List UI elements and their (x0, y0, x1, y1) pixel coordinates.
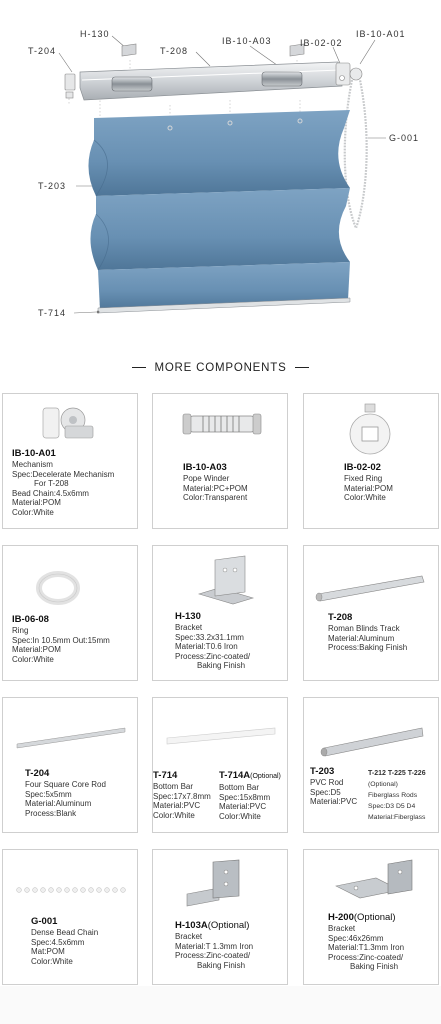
roman-blind-exploded-diagram (0, 0, 441, 345)
label-g-001: G-001 (389, 133, 420, 143)
card-text-t-714 (153, 770, 211, 820)
card-text (25, 768, 106, 818)
spec-line: Spec:Decelerate Mechanism (12, 469, 115, 479)
card-text-t-714a (219, 770, 281, 821)
spec-line: Material:POM (12, 645, 61, 654)
spec-line: Process:Blank (25, 808, 77, 818)
component-code: T-208 (328, 612, 353, 623)
component-card-h-103a (152, 849, 288, 985)
optional-code: T-212 T-225 T-226 (368, 770, 426, 777)
label-ib-10-a01: IB-10-A01 (356, 29, 406, 39)
component-card-t-204 (2, 697, 138, 833)
more-components-heading (0, 362, 441, 374)
spec-line: Material:PVC (219, 802, 267, 811)
spec-line: Color:White (219, 811, 261, 821)
spec-line: Mechanism (12, 460, 53, 469)
component-code: H-130 (175, 611, 201, 622)
label-t-203: T-203 (38, 181, 67, 191)
spec-line: Spec:D5 (310, 787, 341, 797)
card-text (183, 462, 248, 503)
spec-line: Material:PVC (153, 801, 201, 810)
spec-line: Spec:5x5mm (25, 789, 72, 799)
spec-line: Baking Finish (197, 960, 246, 970)
label-t-204: T-204 (28, 46, 57, 56)
component-code: IB-02-02 (344, 462, 381, 473)
component-card-t-203 (303, 697, 439, 833)
label-ib-02-02: IB-02-02 (300, 38, 343, 48)
component-card-g-001 (2, 849, 138, 985)
left-dash (132, 367, 146, 368)
component-card-t-714 (152, 697, 288, 833)
card-text (12, 614, 110, 664)
optional-note: (Optional) (368, 781, 398, 788)
spec-line: Material:Aluminum (25, 799, 92, 808)
spec-line: Process:Zinc-coated/ (328, 952, 404, 962)
spec-line: Four Square Core Rod (25, 780, 106, 789)
spec-line: Color:White (31, 956, 73, 966)
bottom-strip (0, 986, 441, 1024)
spec-line: Dense Bead Chain (31, 928, 99, 937)
spec-line: Bracket (175, 932, 203, 941)
component-card-t-208 (303, 545, 439, 681)
spec-line: Bracket (328, 924, 356, 933)
card-text (328, 912, 404, 972)
optional-note: (Optional) (353, 912, 396, 923)
component-code: G-001 (31, 916, 58, 927)
card-text (175, 611, 250, 671)
optional-note: (Optional) (250, 773, 281, 780)
spec-line: Bottom Bar (153, 782, 194, 791)
spec-line: Spec:33.2x31.1mm (175, 632, 244, 642)
spec-line: Spec:46x26mm (328, 933, 384, 943)
spec-line: Material:Aluminum (328, 633, 395, 643)
section-title-text: MORE COMPONENTS (154, 362, 287, 374)
component-code-optional (219, 770, 281, 783)
spec-line: Roman Blinds Track (328, 624, 400, 633)
spec-line: Material:PC+POM (183, 483, 248, 493)
card-text (31, 916, 98, 966)
spec-line: Color:White (12, 507, 54, 517)
component-card-ib-02-02 (303, 393, 439, 529)
spec-line: Material:POM (12, 498, 61, 507)
component-code: T-714 (153, 770, 178, 781)
component-card-h-200 (303, 849, 439, 985)
spec-line: Spec:15x8mm (219, 792, 271, 802)
component-code: T-204 (25, 768, 50, 779)
label-t-208: T-208 (160, 46, 189, 56)
spec-line: Material:T 1.3mm Iron (175, 941, 254, 951)
spec-line: Material:Fiberglass (368, 814, 426, 821)
card-text (12, 448, 114, 517)
spec-line: Bottom Bar (219, 783, 260, 792)
component-card-ib-06-08 (2, 545, 138, 681)
spec-line: Bracket (175, 623, 203, 632)
component-code: H-200 (328, 912, 354, 923)
spec-line: Material:T0.6 Iron (175, 642, 238, 651)
optional-code: T-714A (219, 770, 251, 781)
spec-line: Color:Transparent (183, 493, 248, 502)
component-card-ib-10-a01 (2, 393, 138, 529)
spec-line: Spec:4.5x6mm (31, 937, 85, 947)
label-ib-10-a03: IB-10-A03 (222, 36, 272, 46)
optional-note: (Optional) (207, 920, 250, 931)
component-code: IB-10-A01 (12, 448, 56, 459)
spec-line: Process:Zinc-coated/ (175, 651, 251, 661)
card-text-t-203 (310, 766, 357, 807)
spec-line: Fixed Ring (344, 474, 383, 483)
spec-line: Color:White (12, 654, 54, 664)
spec-line: Baking Finish (197, 661, 246, 670)
component-code-optional (175, 920, 253, 932)
component-card-ib-10-a03 (152, 393, 288, 529)
card-text (328, 612, 407, 653)
spec-line: Fiberglass Rods (368, 792, 418, 799)
component-code: T-203 (310, 766, 335, 777)
spec-line: Material:T1.3mm Iron (328, 943, 405, 952)
spec-line: Process:Zinc-coated/ (175, 951, 251, 960)
component-code-optional (328, 912, 404, 924)
spec-line: Color:White (344, 493, 386, 502)
spec-line: Spec:D3 D5 D4 (368, 803, 416, 810)
spec-line: Material:PVC (310, 797, 358, 806)
component-code: IB-10-A03 (183, 462, 227, 473)
spec-line: PVC Rod (310, 778, 344, 787)
component-card-h-130 (152, 545, 288, 681)
component-code: H-103A (175, 920, 208, 931)
right-dash (295, 367, 309, 368)
label-h-130: H-130 (80, 29, 110, 39)
component-code: IB-06-08 (12, 614, 49, 625)
spec-line: Process:Baking Finish (328, 643, 408, 652)
spec-line: Spec:In 10.5mm Out:15mm (12, 635, 110, 645)
spec-line: Color:White (153, 810, 195, 820)
card-text (344, 462, 393, 503)
spec-line: For T-208 (34, 479, 69, 488)
spec-line: Baking Finish (350, 962, 399, 971)
spec-line: Pope Winder (183, 474, 230, 483)
spec-line: Ring (12, 626, 29, 635)
card-text-fiberglass (368, 768, 426, 823)
label-t-714: T-714 (38, 308, 67, 318)
spec-line: Material:POM (344, 483, 393, 493)
card-text (175, 920, 253, 970)
spec-line: Mat:POM (31, 947, 65, 956)
spec-line: Spec:17x7.8mm (153, 791, 211, 801)
spec-line: Bead Chain:4.5x6mm (12, 488, 89, 498)
